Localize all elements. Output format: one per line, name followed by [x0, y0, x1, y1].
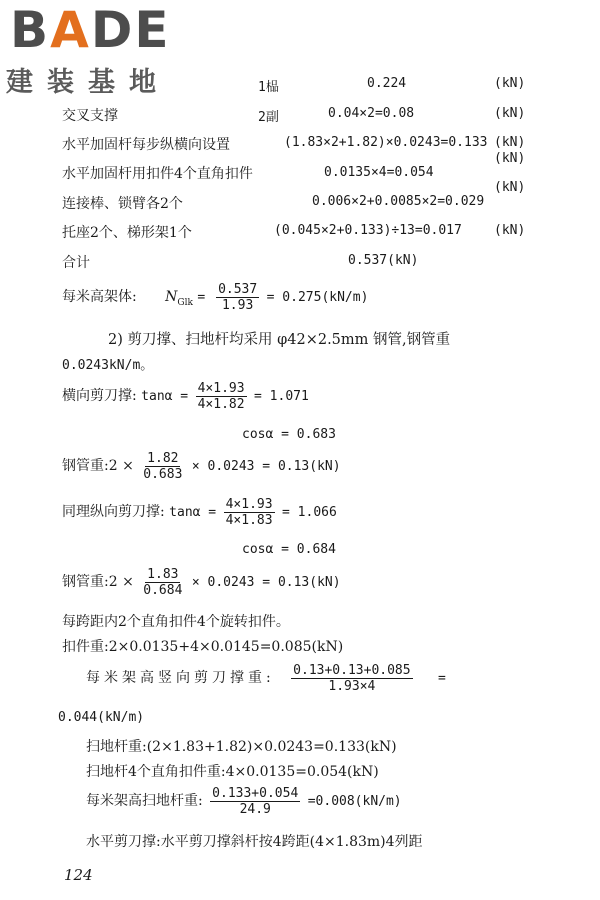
- pipe-weight-1-denominator: 0.683: [143, 466, 183, 482]
- transverse-numerator: 4×1.93: [197, 380, 245, 396]
- fasteners-per-span: 每跨距内2个直角扣件4个旋转扣件。: [62, 614, 290, 630]
- logo-letter-a: A: [50, 1, 91, 59]
- row3-item: 水平加固杆每步纵横向设置: [62, 137, 230, 153]
- logo-subtitle: 建装基地: [6, 67, 170, 98]
- row2-qty: 2副: [258, 110, 279, 125]
- vertical-brace-fraction: [291, 663, 412, 694]
- sweep-rod-weight: 扫地杆重:(2×1.83+1.82)×0.0243=0.133(kN): [86, 739, 397, 755]
- logo-letters-de: DE: [90, 1, 171, 59]
- vertical-brace-label: 每米架高竖向剪刀撑重:: [86, 670, 275, 686]
- row6-unit: (kN): [494, 223, 526, 238]
- row6-item: 托座2个、梯形架1个: [62, 225, 192, 241]
- para2-line2: 0.0243kN/m。: [62, 358, 154, 373]
- row7-total-label: 合计: [62, 255, 90, 271]
- vertical-brace-weight: [86, 660, 446, 697]
- pipe-weight-2-fraction: [141, 567, 184, 598]
- logo-wordmark: [10, 2, 171, 58]
- longitudinal-tan: tanα =: [169, 505, 217, 520]
- row4-unit: (kN): [494, 151, 526, 166]
- ngk-label: 每米高架体:: [62, 289, 137, 305]
- longitudinal-label: 同理纵向剪刀撑:: [62, 504, 165, 520]
- transverse-tan: tanα =: [141, 389, 189, 404]
- sweep-rod-per-meter: [86, 783, 402, 820]
- row1-value: 0.224: [367, 76, 407, 91]
- row7-total-value: 0.537(kN): [348, 253, 419, 268]
- transverse-tan-formula: [62, 378, 309, 415]
- row2-unit: (kN): [494, 106, 526, 121]
- ngk-formula: 每米高架体: $N_{Glk}$ = $\frac{0.537}{1.93}$ = 0.275(kN/m): [62, 281, 369, 313]
- pipe-weight-2-denominator: 0.684: [143, 582, 183, 598]
- vertical-brace-denominator: 1.93×4: [328, 678, 376, 694]
- pipe-weight-1: [62, 448, 341, 485]
- transverse-cos: cosα = 0.683: [242, 427, 336, 442]
- ngk-denominator: 1.93: [221, 297, 254, 313]
- sweep-rod-denominator: 24.9: [239, 801, 271, 817]
- para2-line1: 2) 剪刀撑、扫地杆均采用 φ42×2.5mm 钢管,钢管重: [108, 332, 451, 348]
- row2-value: 0.04×2=0.08: [328, 106, 415, 121]
- pipe-weight-2: [62, 564, 341, 601]
- row6-value: (0.045×2+0.133)÷13=0.017: [274, 223, 462, 238]
- transverse-result: = 1.071: [254, 389, 309, 404]
- sweep-rod-per-meter-label: 每米架高扫地杆重:: [86, 793, 203, 809]
- sweep-rod-numerator: 0.133+0.054: [212, 785, 299, 801]
- pipe-weight-1-numerator: 1.82: [147, 450, 179, 466]
- row1-qty: 1榀: [258, 80, 279, 95]
- ngk-numerator: 0.537: [218, 281, 258, 297]
- longitudinal-cos: cosα = 0.684: [242, 542, 336, 557]
- row3-value: (1.83×2+1.82)×0.0243=0.133: [284, 135, 488, 150]
- sweep-rod-result: =0.008(kN/m): [307, 794, 402, 809]
- row4-value: 0.0135×4=0.054: [324, 165, 434, 180]
- ngk-result: = 0.275(kN/m): [266, 290, 369, 305]
- fastener-weight: 扣件重:2×0.0135+4×0.0145=0.085(kN): [62, 639, 344, 655]
- horizontal-brace-line: 水平剪刀撑:水平剪刀撑斜杆按4跨距(4×1.83m)4列距: [86, 834, 423, 850]
- row4-item: 水平加固杆用扣件4个直角扣件: [62, 166, 253, 182]
- pipe-weight-2-result: × 0.0243 = 0.13(kN): [191, 575, 341, 590]
- vertical-brace-numerator: 0.13+0.13+0.085: [293, 662, 411, 678]
- pipe-weight-2-label: 钢管重:2 ×: [62, 574, 134, 590]
- logo-letter-b: B: [10, 1, 51, 59]
- longitudinal-denominator: 4×1.83: [225, 512, 273, 528]
- sweep-rod-fraction: [210, 786, 300, 817]
- longitudinal-numerator: 4×1.93: [225, 496, 273, 512]
- transverse-denominator: 4×1.82: [197, 396, 245, 412]
- row3-unit: (kN): [494, 135, 526, 150]
- row5-item: 连接棒、锁臂各2个: [62, 196, 183, 212]
- pipe-weight-1-result: × 0.0243 = 0.13(kN): [191, 459, 341, 474]
- vertical-brace-result: 0.044(kN/m): [58, 710, 145, 725]
- transverse-fraction: [196, 381, 247, 412]
- ngk-symbol: N: [165, 289, 178, 305]
- vertical-brace-equals: =: [438, 671, 446, 686]
- row1-unit: (kN): [494, 76, 526, 91]
- transverse-label: 横向剪刀撑:: [62, 388, 137, 404]
- ngk-fraction: [216, 282, 259, 313]
- pipe-weight-1-fraction: [141, 451, 184, 482]
- sweep-rod-fastener-weight: 扫地杆4个直角扣件重:4×0.0135=0.054(kN): [86, 764, 379, 780]
- row5-unit: (kN): [494, 180, 526, 195]
- pipe-weight-2-numerator: 1.83: [147, 566, 179, 582]
- ngk-subscript: Glk: [177, 297, 193, 308]
- pipe-weight-1-label: 钢管重:2 ×: [62, 458, 134, 474]
- longitudinal-fraction: [224, 497, 275, 528]
- longitudinal-tan-formula: [62, 494, 337, 531]
- row2-item: 交叉支撑: [62, 108, 118, 124]
- longitudinal-result: = 1.066: [282, 505, 337, 520]
- page-number: 124: [64, 866, 93, 884]
- row5-value: 0.006×2+0.0085×2=0.029: [312, 194, 485, 209]
